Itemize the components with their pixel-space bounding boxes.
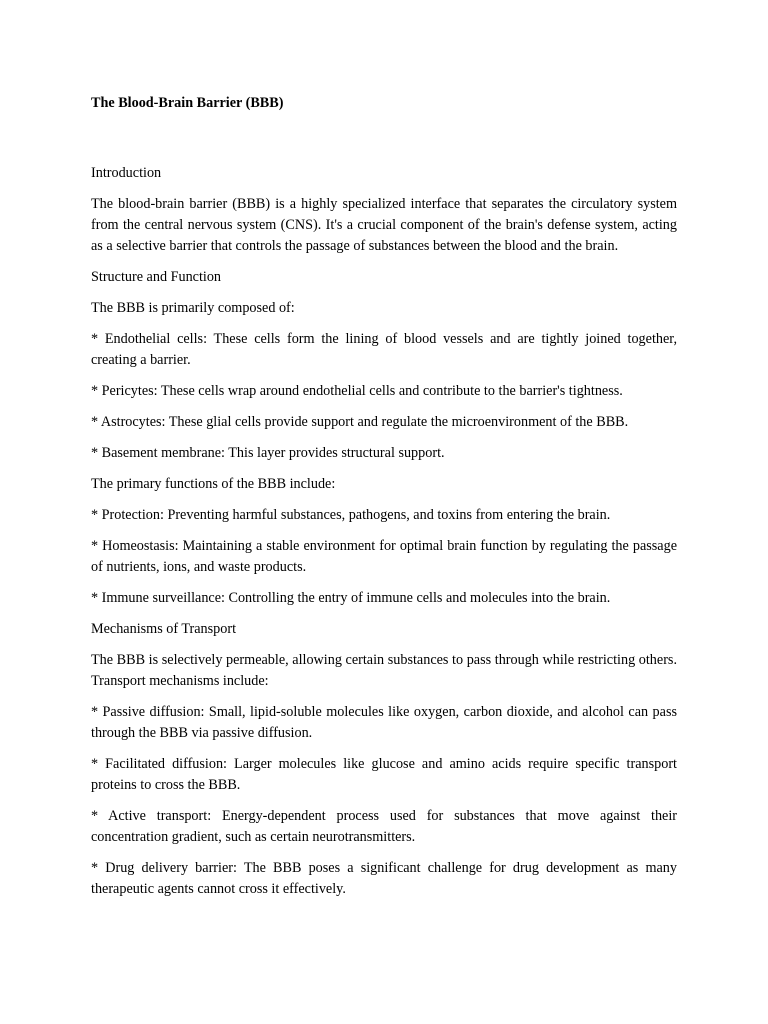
list-item: * Endothelial cells: These cells form the lining of blood vessels and are tightly joined together, creating a barrier. (91, 331, 677, 368)
section-heading-structure: Structure and Function (91, 269, 222, 285)
list-item: * Passive diffusion: Small, lipid-soluble molecules like oxygen, carbon dioxide, and alcohol can pass through the BBB via passive diffusion. (91, 704, 677, 741)
list-item: * Immune surveillance: Controlling the entry of immune cells and molecules into the brain. (91, 590, 611, 606)
list-item: * Astrocytes: These glial cells provide support and regulate the microenvironment of the BBB. (91, 414, 629, 430)
section-heading-transport: Mechanisms of Transport (91, 621, 237, 637)
list-item: * Drug delivery barrier: The BBB poses a significant challenge for drug development as many therapeutic agents cannot cross it effectively. (91, 860, 677, 897)
list-item: * Protection: Preventing harmful substances, pathogens, and toxins from entering the brain. (91, 507, 611, 523)
list-item: * Active transport: Energy-dependent process used for substances that move against their concentration gradient, such as certain neurotransmitters. (91, 808, 677, 845)
paragraph-introduction: The blood-brain barrier (BBB) is a highly specialized interface that separates the circulatory system from the central nervous system (CNS). It's a crucial component of the brain's defense system, acting as a selective barrier that controls the passage of substances between the blood and the brain. (91, 196, 677, 254)
list-item: * Facilitated diffusion: Larger molecules like glucose and amino acids require specific transport proteins to cross the BBB. (91, 756, 677, 793)
section-heading-introduction: Introduction (91, 165, 162, 181)
paragraph-structure-lead: The BBB is primarily composed of: (91, 300, 295, 316)
document-page (91, 93, 677, 910)
paragraph-transport-lead: The BBB is selectively permeable, allowing certain substances to pass through while restricting others. Transport mechanisms include: (91, 652, 677, 689)
list-item: * Basement membrane: This layer provides structural support. (91, 445, 445, 461)
list-item: * Pericytes: These cells wrap around endothelial cells and contribute to the barrier's tightness. (91, 383, 623, 399)
document-title: The Blood-Brain Barrier (BBB) (91, 95, 284, 111)
list-item: * Homeostasis: Maintaining a stable environment for optimal brain function by regulating the passage of nutrients, ions, and waste products. (91, 538, 677, 575)
paragraph-functions-lead: The primary functions of the BBB include: (91, 476, 336, 492)
